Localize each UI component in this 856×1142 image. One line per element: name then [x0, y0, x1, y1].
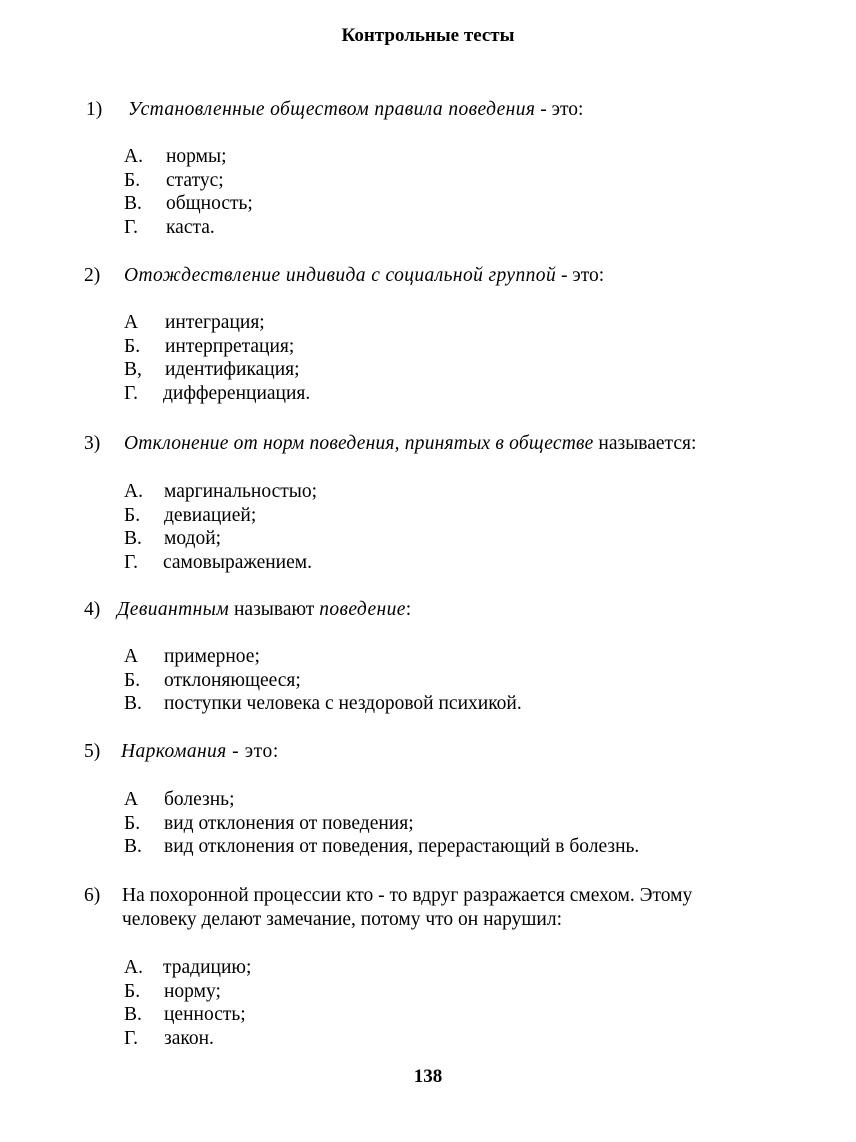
question-term: Наркомания	[121, 741, 227, 762]
question-suffix: - это:	[226, 741, 279, 762]
question-suffix: - это:	[535, 99, 584, 120]
option-text: поступки человека с нездоровой психикой.	[164, 693, 522, 714]
option-text: интеграция;	[165, 312, 265, 333]
option-letter: А.	[124, 957, 143, 978]
question-term-2: поведение	[319, 599, 406, 620]
question-text	[124, 432, 696, 456]
option-letter: Г.	[124, 1027, 138, 1049]
option-letter: Б.	[124, 669, 141, 691]
option-letter: А	[124, 646, 139, 667]
question-text-line-1: На похоронной процессии кто - то вдруг разражается смехом. Этому	[122, 885, 693, 906]
option-letter: В.	[124, 528, 142, 549]
question-5	[84, 740, 784, 764]
option-text: вид отклонения от поведения;	[164, 812, 414, 834]
question-middle: называют	[229, 599, 320, 620]
option-letter: А	[124, 789, 139, 810]
option-text: интерпретация;	[165, 335, 295, 357]
option-letter: Г.	[124, 382, 138, 404]
option-text: норму;	[164, 980, 221, 1002]
question-term: Отклонение от норм поведения, принятых в обществе	[124, 433, 594, 454]
option-letter: Б.	[124, 812, 141, 834]
question-text	[117, 598, 411, 622]
option-text: отклоняющееся;	[164, 669, 301, 691]
option-text: идентификация;	[165, 359, 300, 380]
question-number: 2)	[84, 265, 101, 286]
option-text: дифференциация.	[163, 382, 311, 404]
question-text	[124, 264, 604, 288]
option-text: примерное;	[164, 646, 260, 667]
question-text-line-2: человеку делают замечание, потому что он нарушил:	[122, 909, 563, 930]
question-number: 6)	[84, 885, 101, 906]
page-number: 138	[413, 1066, 443, 1087]
option-letter: В.	[124, 193, 142, 214]
option-letter: Б.	[124, 335, 141, 357]
question-suffix: - это:	[556, 265, 605, 286]
page-title: Контрольные тесты	[341, 25, 515, 46]
question-term: Отождествление индивида с социальной группой	[124, 265, 557, 286]
option-letter: В,	[124, 359, 142, 380]
question-2	[84, 264, 784, 288]
option-letter: Б.	[124, 504, 141, 526]
question-suffix: называется:	[593, 433, 697, 454]
option-text: вид отклонения от поведения, перерастающий в болезнь.	[164, 836, 640, 857]
option-letter: А	[124, 312, 139, 333]
option-letter: Г.	[124, 216, 138, 238]
question-number: 5)	[84, 741, 101, 762]
option-text: болезнь;	[164, 789, 235, 810]
question-3	[84, 432, 784, 456]
option-text: нормы;	[166, 146, 227, 167]
option-text: закон.	[164, 1027, 214, 1049]
question-term: Девиантным	[117, 599, 230, 620]
option-text: традицию;	[163, 957, 252, 978]
option-letter: Б.	[124, 169, 141, 191]
option-letter: А.	[124, 146, 143, 167]
question-number: 1)	[86, 99, 103, 120]
option-letter: В.	[124, 693, 142, 714]
option-text: самовыражением.	[163, 551, 312, 573]
option-text: общность;	[166, 193, 253, 214]
option-letter: Б.	[124, 980, 141, 1002]
question-term: Установленные обществом правила поведения	[128, 99, 536, 120]
question-number: 3)	[84, 433, 101, 454]
option-text: каста.	[166, 216, 215, 238]
question-4	[84, 598, 784, 622]
option-text: ценность;	[164, 1004, 246, 1025]
option-letter: А.	[124, 481, 143, 502]
question-text	[128, 98, 583, 122]
question-text	[121, 740, 279, 764]
option-text: маргинальностыо;	[164, 481, 318, 502]
option-letter: Г.	[124, 551, 138, 573]
option-letter: В.	[124, 836, 142, 857]
question-number: 4)	[84, 599, 101, 620]
option-text: статус;	[166, 169, 224, 191]
question-1	[86, 98, 786, 122]
option-text: модой;	[164, 528, 222, 549]
question-suffix: :	[405, 599, 412, 620]
question-6	[84, 884, 804, 932]
option-text: девиацией;	[164, 504, 257, 526]
option-letter: В.	[124, 1004, 142, 1025]
